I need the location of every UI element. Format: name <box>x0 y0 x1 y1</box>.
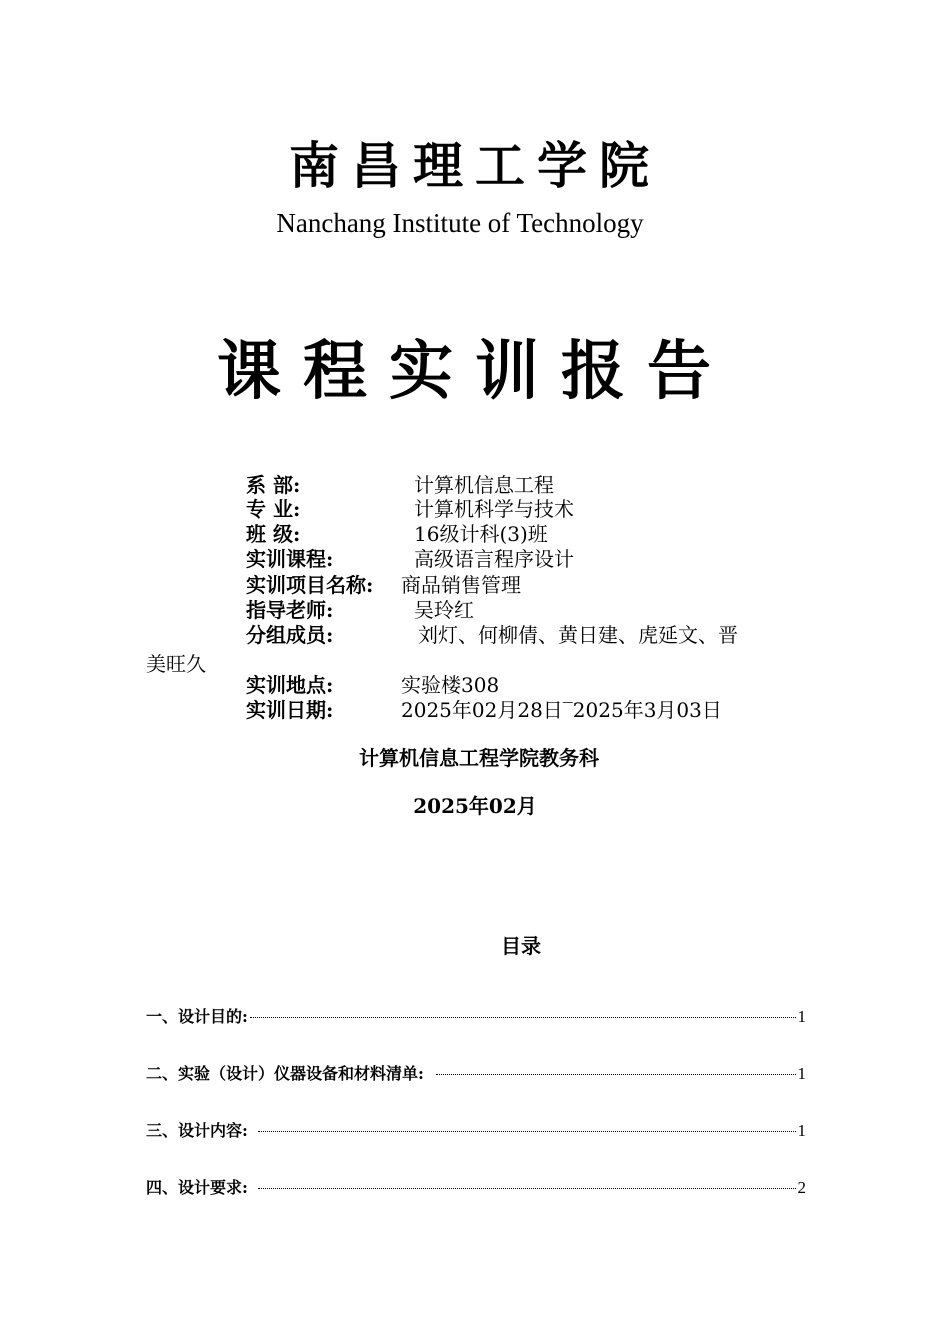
school-name-en: Nanchang Institute of Technology <box>276 208 644 238</box>
toc-item[interactable] <box>146 1118 806 1141</box>
info-row-department <box>246 473 554 497</box>
info-label: 实训项目名称: <box>246 573 374 597</box>
info-value: 计算机科学与技术 <box>414 497 574 521</box>
toc-item-page: 1 <box>797 1007 806 1026</box>
info-value: 16级计科(3)班 <box>414 522 548 546</box>
info-label: 实训课程: <box>246 547 334 571</box>
info-label: 指导老师: <box>246 598 334 622</box>
info-value: 计算机信息工程 <box>414 473 554 497</box>
toc-leader-dots <box>250 1017 796 1018</box>
info-value: 商品销售管理 <box>401 573 521 597</box>
info-row-major <box>246 497 574 521</box>
toc-leader-dots <box>258 1188 796 1189</box>
toc-item-text: 二、实验（设计）仪器设备和材料清单: <box>146 1064 424 1083</box>
toc-item-page: 1 <box>797 1064 806 1083</box>
toc-item-text: 四、设计要求: <box>146 1178 248 1197</box>
toc-item-page: 2 <box>797 1178 806 1197</box>
members-continued: 美旺久 <box>146 652 206 676</box>
info-value: 2025年02月28日‾2025年3月03日 <box>401 698 722 722</box>
school-name-cn: 南昌理工学院 <box>289 136 661 195</box>
toc-item[interactable] <box>146 1061 806 1084</box>
info-label: 专 业: <box>246 497 301 521</box>
info-row-class <box>246 522 548 546</box>
info-row-project <box>246 573 521 597</box>
toc-item-page: 1 <box>797 1121 806 1140</box>
info-value: 实验楼308 <box>401 673 500 697</box>
toc-item[interactable] <box>146 1175 806 1198</box>
toc-item-text: 一、设计目的: <box>146 1007 248 1026</box>
department-office: 计算机信息工程学院教务科 <box>359 746 599 770</box>
info-label: 实训日期: <box>246 698 334 722</box>
info-value: 刘灯、何柳倩、黄日建、虎延文、晋 <box>418 623 738 647</box>
info-row-course <box>246 547 574 571</box>
toc-leader-dots <box>436 1074 796 1075</box>
info-row-instructor <box>246 598 474 622</box>
info-label: 分组成员: <box>246 623 334 647</box>
toc-item[interactable] <box>146 1004 806 1027</box>
info-value: 吴玲红 <box>414 598 474 622</box>
info-label: 班 级: <box>246 522 301 546</box>
info-row-members <box>246 623 738 647</box>
info-value: 高级语言程序设计 <box>414 547 574 571</box>
info-label: 系 部: <box>246 473 301 497</box>
info-row-dates <box>246 698 722 722</box>
toc-item-text: 三、设计内容: <box>146 1121 248 1140</box>
toc-title: 目录 <box>501 934 541 958</box>
issue-date: 2025年02月 <box>413 794 537 818</box>
report-title: 课程实训报告 <box>217 334 733 409</box>
info-row-location <box>246 673 500 697</box>
info-label: 实训地点: <box>246 673 334 697</box>
toc-leader-dots <box>258 1131 796 1132</box>
